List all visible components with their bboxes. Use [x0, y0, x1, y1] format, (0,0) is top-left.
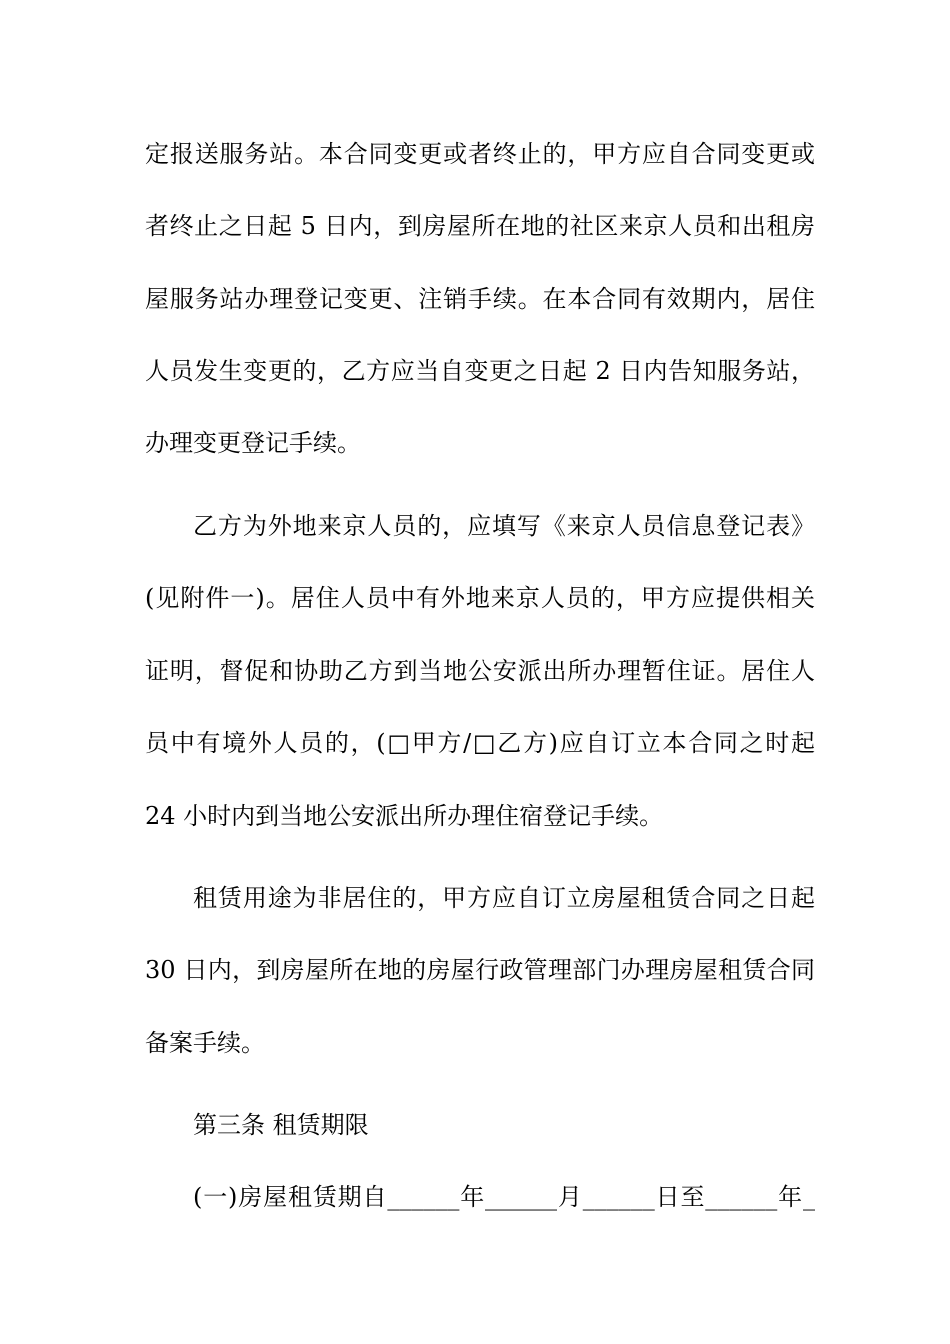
text-line: 人员发生变更的，乙方应当自变更之日起 2 日内告知服务站，: [145, 357, 815, 385]
lease-term-line: (一)房屋租赁期自______年______月______日至______年_: [193, 1183, 815, 1211]
text-line: 屋服务站办理登记变更、注销手续。在本合同有效期内，居住: [145, 285, 815, 313]
text-line: 备案手续。: [145, 1029, 265, 1057]
text-line: 证明，督促和协助乙方到当地公安派出所办理暂住证。居住人: [145, 657, 815, 685]
text-line: 24 小时内到当地公安派出所办理住宿登记手续。: [145, 802, 664, 830]
text-line: 者终止之日起 5 日内，到房屋所在地的社区来京人员和出租房: [145, 212, 815, 240]
paragraph-start-line: 租赁用途为非居住的，甲方应自订立房屋租赁合同之日起: [193, 884, 815, 912]
text-line: 定报送服务站。本合同变更或者终止的，甲方应自合同变更或: [145, 140, 815, 168]
paragraph-start-line: 乙方为外地来京人员的，应填写《来京人员信息登记表》: [193, 512, 815, 540]
text-line: 办理变更登记手续。: [145, 429, 361, 457]
text-line: (见附件一)。居住人员中有外地来京人员的，甲方应提供相关: [145, 584, 815, 612]
text-line: 30 日内，到房屋所在地的房屋行政管理部门办理房屋租赁合同: [145, 956, 815, 984]
text-line: 员中有境外人员的，(□甲方/□乙方)应自订立本合同之时起: [145, 729, 815, 757]
article-heading: 第三条 租赁期限: [193, 1111, 369, 1139]
